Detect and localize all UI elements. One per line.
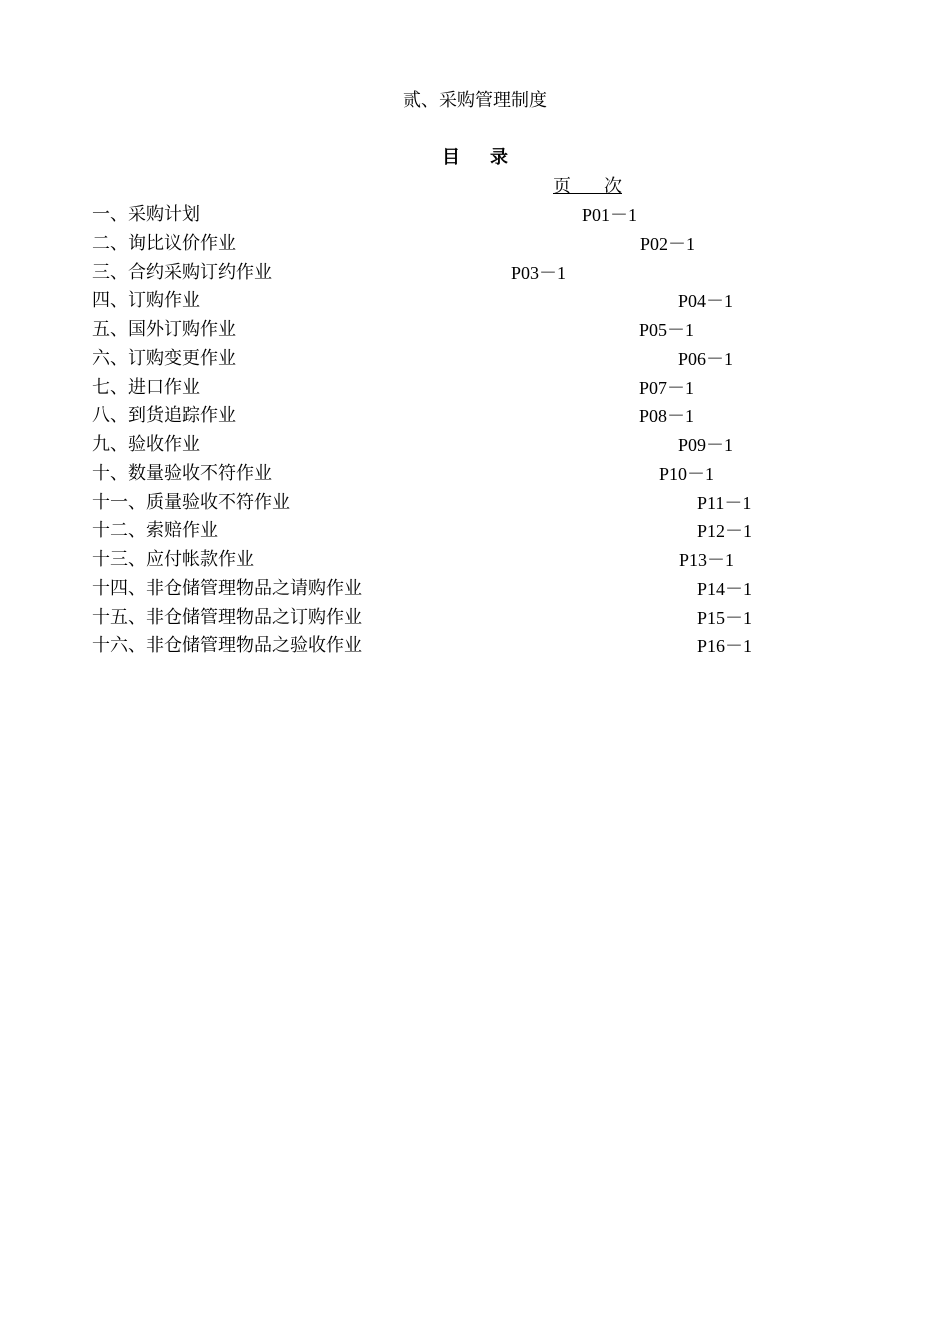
toc-entry-label: 十四、非仓储管理物品之请购作业 — [92, 577, 362, 599]
toc-entry-page: P05－1 — [639, 320, 695, 340]
page-column-char: 页 — [553, 176, 604, 197]
toc-entry[interactable] — [0, 230, 950, 259]
toc-entry[interactable] — [0, 374, 950, 403]
toc-entry-page: P08－1 — [639, 406, 695, 427]
toc-entry-page: P13－1 — [679, 550, 735, 570]
toc-entry-label: 十二、索赔作业 — [92, 520, 218, 542]
toc-entry[interactable] — [0, 575, 950, 604]
toc-entry[interactable] — [0, 546, 950, 575]
toc-entry-label: 六、订购变更作业 — [92, 347, 236, 369]
toc-entry-label: 二、询比议价作业 — [92, 232, 236, 254]
toc-entry-page: P09－1 — [678, 435, 734, 455]
toc-entry-label: 三、合约采购订约作业 — [92, 261, 272, 283]
toc-entry-page: P10－1 — [659, 463, 715, 484]
toc-entry-label: 九、验收作业 — [92, 434, 200, 455]
toc-heading-char: 目 — [442, 147, 490, 168]
toc-entry-page: P01－1 — [582, 205, 638, 225]
document-title: 贰、采购管理制度 — [403, 90, 547, 111]
toc-entry-label: 五、国外订购作业 — [92, 319, 236, 340]
toc-entry-label: 十六、非仓储管理物品之验收作业 — [92, 635, 362, 657]
toc-entry-page: P16－1 — [697, 636, 753, 657]
toc-heading — [442, 146, 538, 170]
toc-entry-page: P02－1 — [640, 233, 696, 254]
toc-entry-page: P11－1 — [697, 492, 752, 513]
toc-entry[interactable] — [0, 489, 950, 518]
toc-entry[interactable] — [0, 287, 950, 316]
toc-entry[interactable] — [0, 431, 950, 460]
toc-list — [0, 201, 950, 661]
toc-entry-page: P07－1 — [639, 377, 695, 398]
toc-entry[interactable] — [0, 517, 950, 546]
toc-entry-page: P06－1 — [678, 348, 734, 369]
toc-entry-label: 四、订购作业 — [92, 290, 200, 312]
toc-entry-page: P03－1 — [511, 262, 567, 283]
page-column-heading — [553, 175, 622, 199]
toc-heading-char: 录 — [490, 147, 538, 168]
page-column-char: 次 — [604, 176, 622, 197]
toc-entry[interactable] — [0, 201, 950, 230]
toc-entry[interactable] — [0, 632, 950, 661]
toc-entry[interactable] — [0, 460, 950, 489]
toc-entry[interactable] — [0, 259, 950, 288]
toc-entry-page: P04－1 — [678, 291, 734, 312]
toc-entry-label: 八、到货追踪作业 — [92, 405, 236, 427]
toc-entry-label: 一、采购计划 — [92, 204, 200, 225]
toc-entry-page: P14－1 — [697, 578, 753, 599]
toc-entry-label: 十一、质量验收不符作业 — [92, 491, 290, 513]
toc-entry-label: 十五、非仓储管理物品之订购作业 — [92, 606, 362, 628]
toc-entry-label: 十、数量验收不符作业 — [92, 462, 272, 484]
toc-entry[interactable] — [0, 345, 950, 374]
toc-entry-page: P12－1 — [697, 521, 753, 542]
toc-entry-page: P15－1 — [697, 607, 753, 628]
toc-entry[interactable] — [0, 316, 950, 345]
toc-entry-label: 十三、应付帐款作业 — [92, 549, 254, 570]
toc-entry-label: 七、进口作业 — [92, 376, 200, 398]
toc-entry[interactable] — [0, 402, 950, 431]
toc-entry[interactable] — [0, 604, 950, 633]
